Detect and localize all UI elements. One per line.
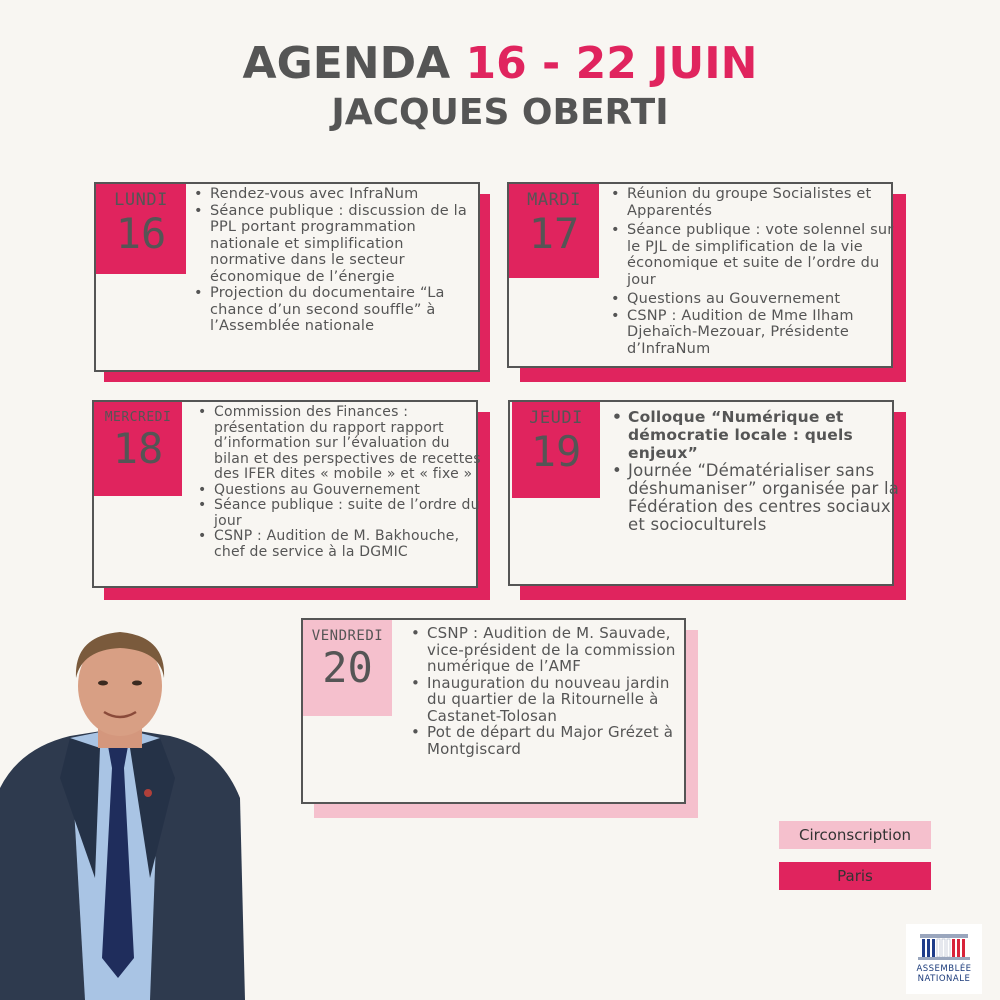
date-block-wednesday [94,402,182,496]
event-item: • Réunion du groupe Socialistes et Apparentés [627,186,897,219]
event-item: • Questions au Gouvernement [627,291,897,308]
logo-text [906,964,982,984]
day-card-wednesday [92,400,481,588]
day-name: MERCREDI [104,410,172,425]
day-name: MARDI [527,190,581,210]
event-item: • Inauguration du nouveau jardin du quartier de la Ritournelle à Castanet-Tolosan [427,675,689,725]
event-item: • CSNP : Audition de Mme Ilham Djehaïch-Mezouar, Présidente d’InfraNum [627,308,897,358]
event-item: • Pot de départ du Major Grézet à Montgiscard [427,724,689,757]
deputy-name: JACQUES OBERTI [331,92,669,133]
event-item: • Journée “Dématérialiser sans déshumaniser” organisée par la Fédération des centres sociaux et socioculturels [628,462,900,534]
date-block-tuesday [509,184,599,278]
logo-line-1: ASSEMBLÉE [916,964,972,974]
title-prefix: AGENDA [242,38,466,89]
event-list [192,186,480,335]
deputy-portrait [0,628,245,1000]
event-list [196,405,484,560]
day-card-friday [301,618,686,804]
date-block-monday [96,184,186,274]
event-item: • Séance publique : vote solennel sur le PJL de simplification de la vie économique et suite de l’ordre du jour [627,222,897,288]
day-card-thursday [508,400,900,586]
day-number: 20 [322,643,373,692]
day-name: VENDREDI [311,628,384,644]
day-name: JEUDI [529,408,583,428]
day-number: 16 [115,209,167,258]
day-number: 19 [530,427,582,476]
logo-line-2: NATIONALE [917,974,971,984]
event-item: • CSNP : Audition de M. Sauvade, vice-président de la commission numérique de l’AMF [427,625,689,675]
day-number: 17 [528,209,580,258]
title-dates: 16 - 22 JUIN [465,38,758,89]
assemblee-nationale-logo [906,924,982,994]
day-card-monday [94,182,480,372]
date-block-friday [303,620,392,716]
day-name: LUNDI [114,190,168,210]
right-eye [132,681,142,686]
legend-circonscription: Circonscription [779,821,931,849]
day-card-tuesday [507,182,893,368]
legend-paris: Paris [779,862,931,890]
lapel-pin [144,789,152,797]
left-eye [98,681,108,686]
event-list [609,186,897,357]
day-number: 18 [112,424,164,473]
event-item-highlight: • Colloque “Numérique et démocratie locale : quels enjeux” [628,408,900,462]
event-item: • Rendez-vous avec InfraNum [210,186,480,203]
event-item: • Commission des Finances : présentation du rapport rapport d’information sur l’évaluation du bilan et des perspectives de recettes des IFER dites « mobile » et « fixe » [214,405,484,483]
event-item: • CSNP : Audition de M. Bakhouche, chef de service à la DGMIC [214,529,484,560]
event-list [610,408,900,534]
event-list [409,625,689,757]
event-item: • Questions au Gouvernement [214,483,484,499]
event-item: • Projection du documentaire “La chance d’un second souffle” à l’Assemblée nationale [210,285,480,335]
date-block-thursday [512,402,600,498]
event-item: • Séance publique : discussion de la PPL portant programmation nationale et simplification normative dans le secteur économique de l’énergie [210,203,480,286]
agenda-title [0,38,1000,89]
event-item: • Séance publique : suite de l’ordre du jour [214,498,484,529]
hemicycle-icon [906,924,982,964]
